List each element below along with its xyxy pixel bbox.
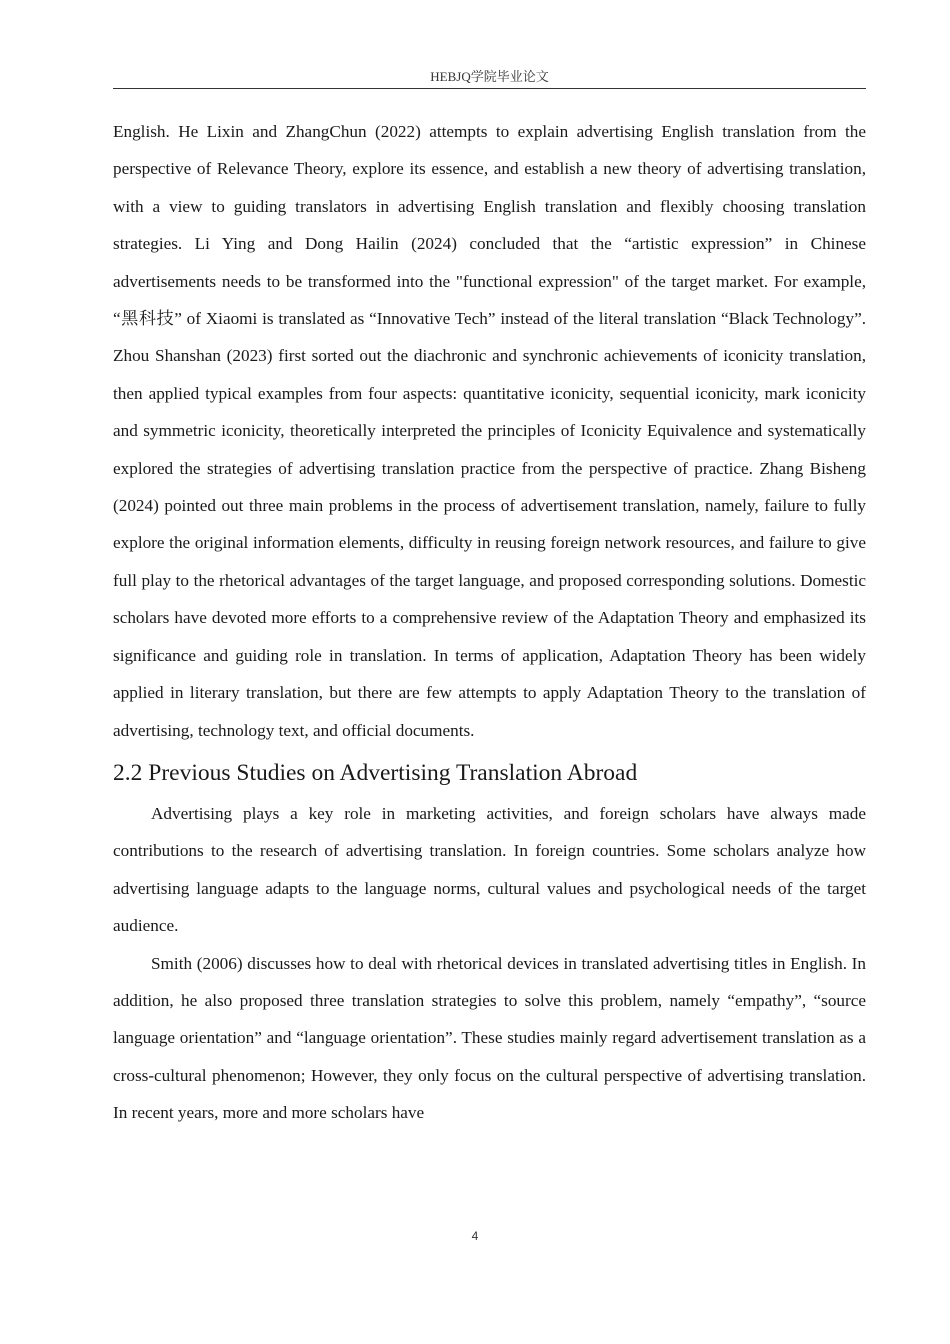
- body-paragraph-1: English. He Lixin and ZhangChun (2022) attempts to explain advertising English translation from the perspective of Relevance Theory, explore its essence, and establish a new theory of advertising translation, with a view to guiding translators in advertising English translation and flexibly choosing translation strategies. Li Ying and Dong Hailin (2024) concluded that the “artistic expression” in Chinese advertisements needs to be transformed into the "functional expression" of the target market. For example, “黑科技” of Xiaomi is translated as “Innovative Tech” instead of the literal translation “Black Technology”. Zhou Shanshan (2023) first sorted out the diachronic and synchronic achievements of iconicity translation, then applied typical examples from four aspects: quantitative iconicity, sequential iconicity, mark iconicity and symmetric iconicity, theoretically interpreted the principles of Iconicity Equivalence and systematically explored the strategies of advertising translation practice from the perspective of practice. Zhang Bisheng (2024) pointed out three main problems in the process of advertisement translation, namely, failure to fully explore the original information elements, difficulty in reusing foreign network resources, and failure to give full play to the rhetorical advantages of the target language, and proposed corresponding solutions. Domestic scholars have devoted more efforts to a comprehensive review of the Adaptation Theory and emphasized its significance and guiding role in translation. In terms of application, Adaptation Theory has been widely applied in literary translation, but there are few attempts to apply Adaptation Theory to the translation of advertising, technology text, and official documents.: [113, 122, 866, 740]
- section-heading: 2.2 Previous Studies on Advertising Translation Abroad: [113, 759, 638, 786]
- page-number: 4: [471, 1229, 479, 1243]
- header-title: HEBJQ学院毕业论文: [430, 69, 549, 84]
- body-paragraph-3: Smith (2006) discusses how to deal with rhetorical devices in translated advertising titles in English. In addition, he also proposed three translation strategies to solve this problem, namely “empathy”, “source language orientation” and “language orientation”. These studies mainly regard advertisement translation as a cross-cultural phenomenon; However, they only focus on the cultural perspective of advertising translation. In recent years, more and more scholars have: [113, 953, 866, 1123]
- page-header: [113, 66, 866, 89]
- document-body: [113, 113, 866, 1132]
- body-paragraph-2: Advertising plays a key role in marketing activities, and foreign scholars have always made contributions to the research of advertising translation. In foreign countries. Some scholars analyze how advertising language adapts to the language norms, cultural values and psychological needs of the target audience.: [113, 803, 866, 936]
